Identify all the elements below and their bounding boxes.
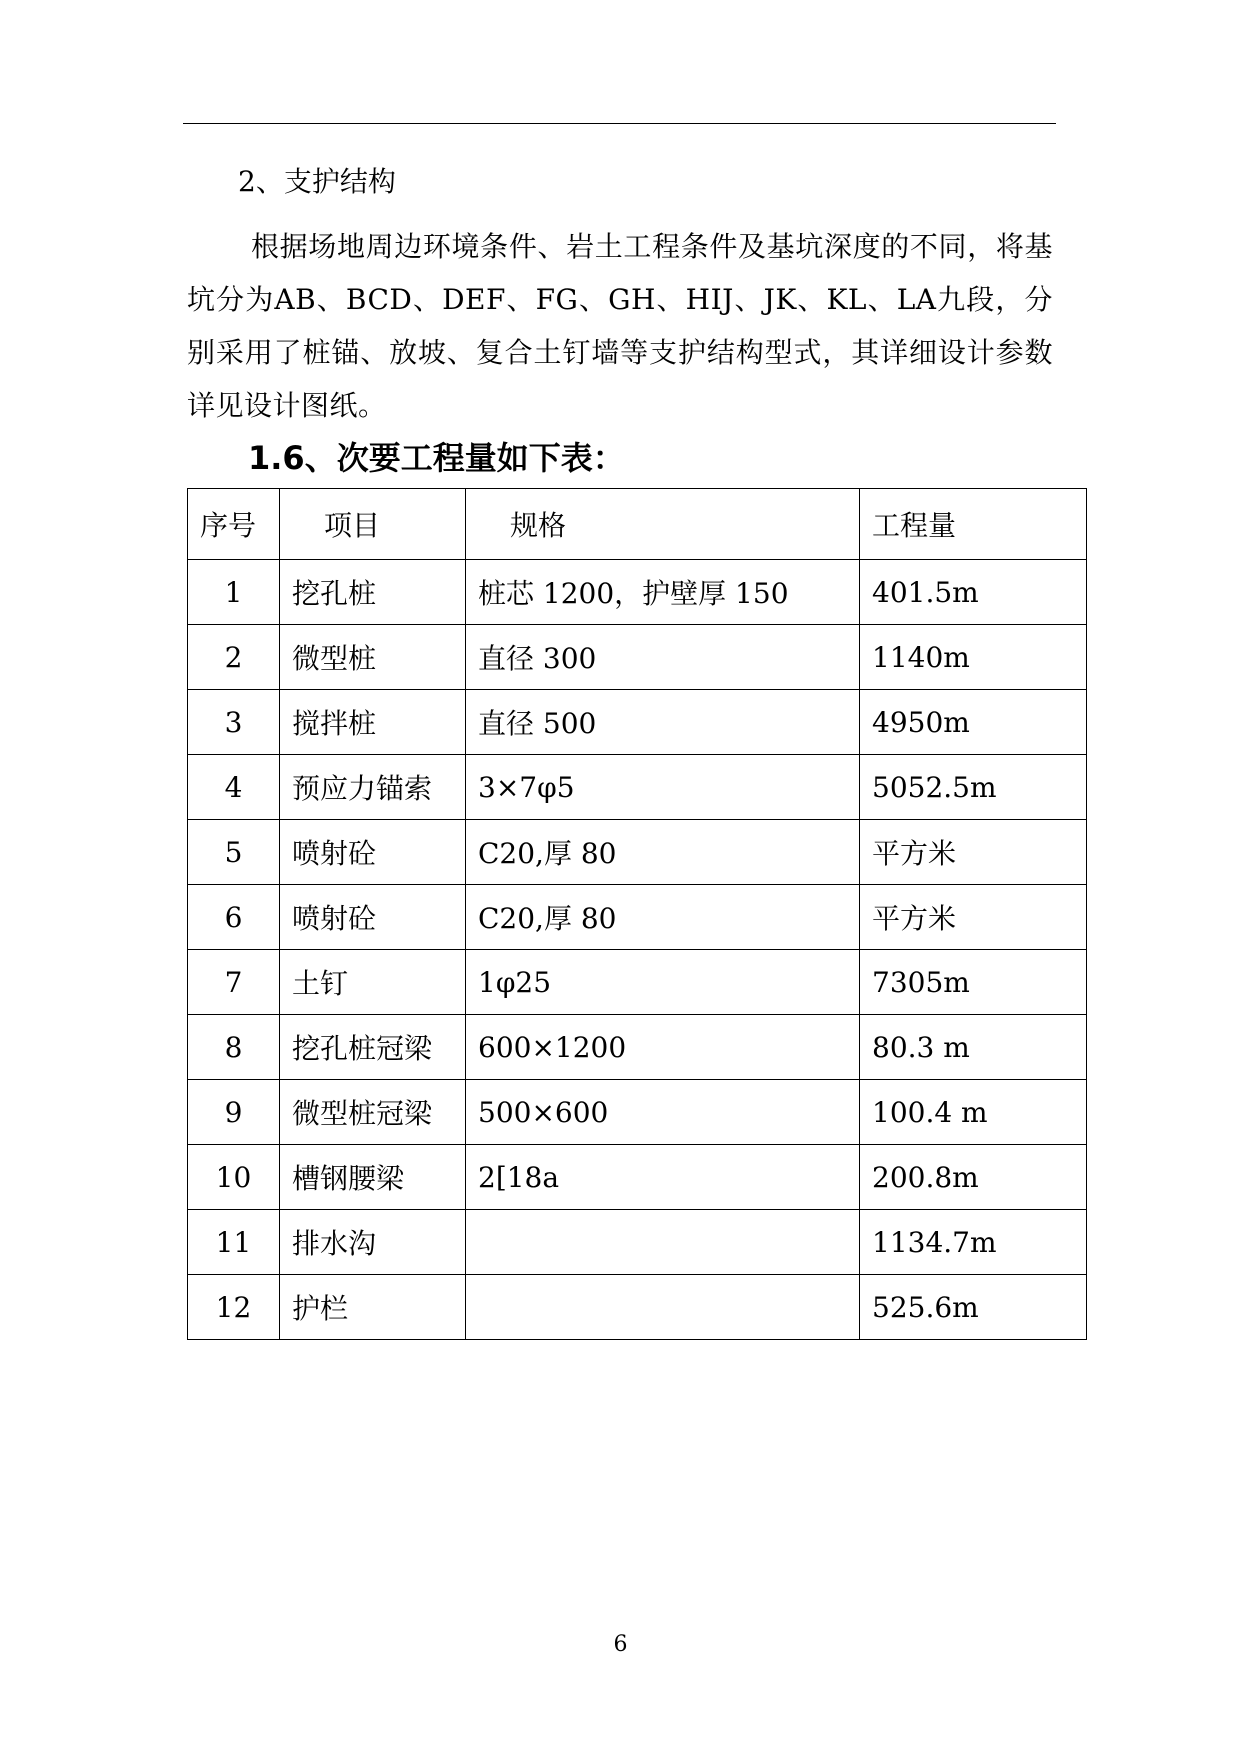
cell-no: 2 (188, 625, 280, 690)
cell-quantity: 80.3 m (860, 1015, 1087, 1080)
cell-quantity: 525.6m (860, 1275, 1087, 1340)
cell-no: 9 (188, 1080, 280, 1145)
cell-item: 喷射砼 (280, 885, 466, 950)
cell-no: 1 (188, 560, 280, 625)
cell-no: 3 (188, 690, 280, 755)
cell-quantity: 200.8m (860, 1145, 1087, 1210)
cell-item: 槽钢腰梁 (280, 1145, 466, 1210)
table-row (188, 820, 1087, 885)
cell-quantity: 1134.7m (860, 1210, 1087, 1275)
cell-spec: 3×7φ5 (466, 755, 860, 820)
cell-item: 挖孔桩冠梁 (280, 1015, 466, 1080)
table-row (188, 885, 1087, 950)
table-row (188, 1275, 1087, 1340)
header-cell-no: 序号 (188, 489, 280, 560)
table-row (188, 1015, 1087, 1080)
cell-quantity: 7305m (860, 950, 1087, 1015)
cell-spec: C20,厚 80 (466, 885, 860, 950)
table-row (188, 950, 1087, 1015)
table-row (188, 625, 1087, 690)
body-paragraph: 根据场地周边环境条件、岩土工程条件及基坑深度的不同，将基坑分为AB、BCD、DEF、FG、GH、HIJ、JK、KL、LA九段，分别采用了桩锚、放坡、复合土钉墙等支护结构型式，其详细设计参数详见设计图纸。 (187, 230, 1053, 422)
cell-spec: C20,厚 80 (466, 820, 860, 885)
cell-spec: 2[18a (466, 1145, 860, 1210)
cell-item: 土钉 (280, 950, 466, 1015)
cell-no: 7 (188, 950, 280, 1015)
cell-no: 5 (188, 820, 280, 885)
cell-no: 11 (188, 1210, 280, 1275)
cell-quantity: 100.4 m (860, 1080, 1087, 1145)
page-number: 6 (613, 1632, 628, 1657)
cell-item: 护栏 (280, 1275, 466, 1340)
cell-spec (466, 1210, 860, 1275)
cell-quantity: 平方米 (860, 885, 1087, 950)
cell-quantity: 5052.5m (860, 755, 1087, 820)
header-cell-quantity: 工程量 (860, 489, 1087, 560)
table-row (188, 1080, 1087, 1145)
cell-item: 预应力锚索 (280, 755, 466, 820)
cell-quantity: 平方米 (860, 820, 1087, 885)
cell-item: 排水沟 (280, 1210, 466, 1275)
cell-item: 微型桩 (280, 625, 466, 690)
quantity-table (187, 488, 1087, 1340)
cell-item: 搅拌桩 (280, 690, 466, 755)
table-row (188, 755, 1087, 820)
cell-quantity: 401.5m (860, 560, 1087, 625)
header-rule (183, 123, 1056, 124)
section-heading: 2、支护结构 (238, 165, 396, 198)
cell-quantity: 4950m (860, 690, 1087, 755)
header-cell-item: 项目 (280, 489, 466, 560)
table-header-row (188, 489, 1087, 560)
cell-spec: 500×600 (466, 1080, 860, 1145)
table-row (188, 1210, 1087, 1275)
cell-no: 10 (188, 1145, 280, 1210)
cell-spec: 直径 300 (466, 625, 860, 690)
table-row (188, 560, 1087, 625)
cell-no: 6 (188, 885, 280, 950)
cell-spec: 600×1200 (466, 1015, 860, 1080)
cell-no: 12 (188, 1275, 280, 1340)
table-row (188, 690, 1087, 755)
cell-item: 喷射砼 (280, 820, 466, 885)
cell-item: 挖孔桩 (280, 560, 466, 625)
cell-spec: 1φ25 (466, 950, 860, 1015)
cell-no: 4 (188, 755, 280, 820)
cell-spec: 桩芯 1200，护壁厚 150 (466, 560, 860, 625)
header-cell-spec: 规格 (466, 489, 860, 560)
table-title: 1.6、次要工程量如下表： (248, 439, 625, 477)
table-row (188, 1145, 1087, 1210)
cell-spec: 直径 500 (466, 690, 860, 755)
cell-spec (466, 1275, 860, 1340)
cell-quantity: 1140m (860, 625, 1087, 690)
cell-item: 微型桩冠梁 (280, 1080, 466, 1145)
cell-no: 8 (188, 1015, 280, 1080)
